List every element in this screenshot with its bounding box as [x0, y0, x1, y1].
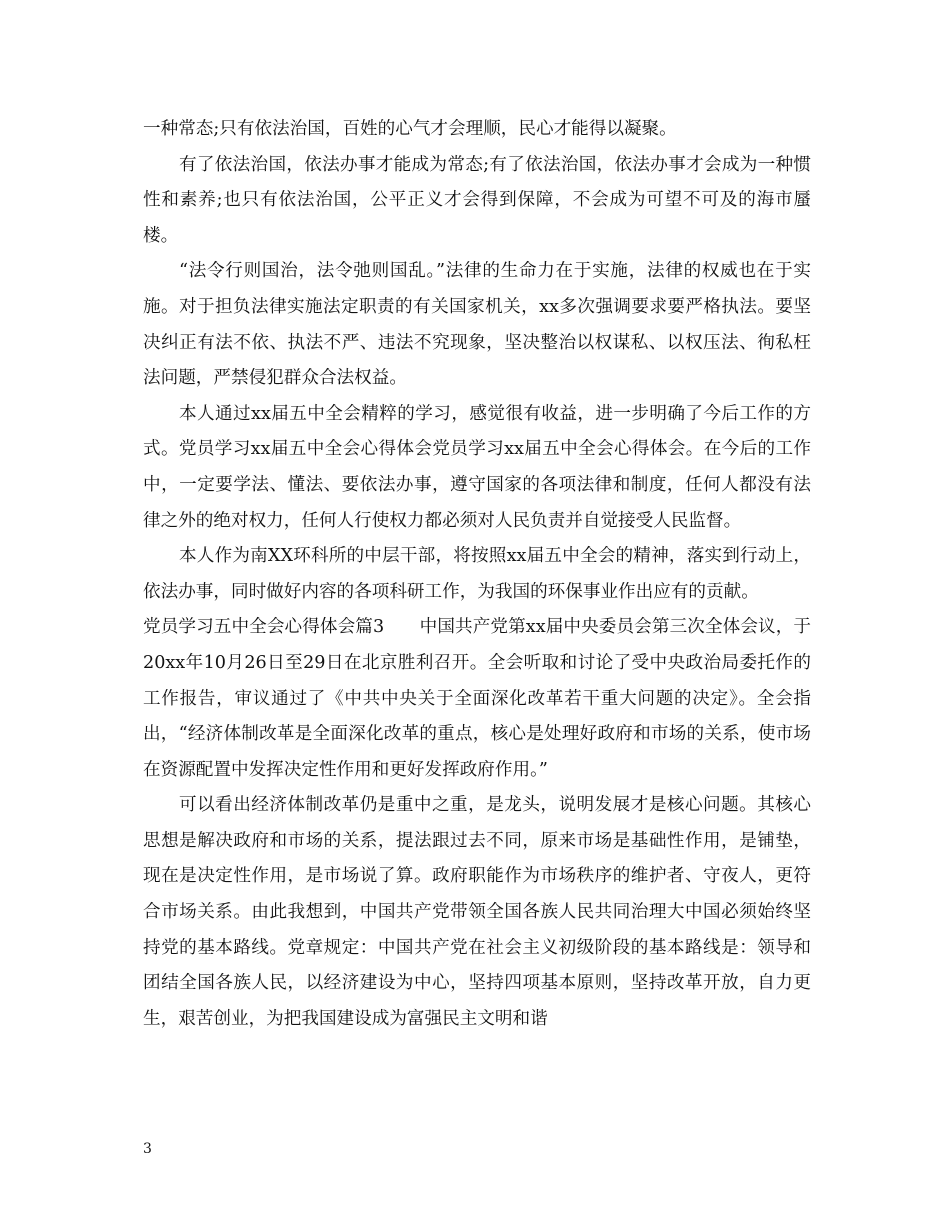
paragraph-4: 本人通过xx届五中全会精粹的学习，感觉很有收益，进一步明确了今后工作的方式。党员学习xx届五中全会心得体会党员学习xx届五中全会心得体会。在今后的工作中，一定要学法、懂法、要依法办事，遵守国家的各项法律和制度，任何人都没有法律之外的绝对权力，任何人行使权力都必须对人民负责并自觉接受人民监督。	[143, 403, 811, 531]
paragraph-7: 可以看出经济体制改革仍是重中之重，是龙头，说明发展才是核心问题。其核心思想是解决政府和市场的关系，提法跟过去不同，原来市场是基础性作用，是铺垫，现在是决定性作用，是市场说了算。政府职能作为市场秩序的维护者、守夜人，更符合市场关系。由此我想到，中国共产党带领全国各族人民共同治理大中国必须始终坚持党的基本路线。党章规定：中国共产党在社会主义初级阶段的基本路线是：领导和团结全国各族人民，以经济建设为中心，坚持四项基本原则，坚持改革开放，自力更生，艰苦创业，为把我国建设成为富强民主文明和谐	[143, 795, 811, 1029]
page-number: 3	[143, 1141, 152, 1157]
paragraph-5: 本人作为南XX环科所的中层干部，将按照xx届五中全会的精神，落实到行动上，依法办事，同时做好内容的各项科研工作，为我国的环保事业作出应有的贡献。	[143, 546, 811, 602]
paragraph-1: 一种常态;只有依法治国，百姓的心气才会理顺，民心才能得以凝聚。	[143, 119, 677, 139]
paragraph-3: “法令行则国治，法令弛则国乱。”法律的生命力在于实施，法律的权威也在于实施。对于担负法律实施法定职责的有关国家机关，xx多次强调要求要严格执法。要坚决纠正有法不依、执法不严、违法不究现象，坚决整治以权谋私、以权压法、徇私枉法问题，严禁侵犯群众合法权益。	[143, 261, 811, 389]
paragraph-6-section-heading: 党员学习五中全会心得体会篇3 中国共产党第xx届中央委员会第三次全体会议，于20xx年10月26日至29日在北京胜利召开。全会听取和讨论了受中央政治局委托作的工作报告，审议通过了《中共中央关于全面深化改革若干重大问题的决定》。全会指出，“经济体制改革是全面深化改革的重点，核心是处理好政府和市场的关系，使市场在资源配置中发挥决定性作用和更好发挥政府作用。”	[143, 617, 811, 780]
document-body	[143, 112, 811, 1037]
paragraph-2: 有了依法治国，依法办事才能成为常态;有了依法治国，依法办事才会成为一种惯性和素养;也只有依法治国，公平正义才会得到保障，不会成为可望不可及的海市蜃楼。	[143, 154, 811, 246]
